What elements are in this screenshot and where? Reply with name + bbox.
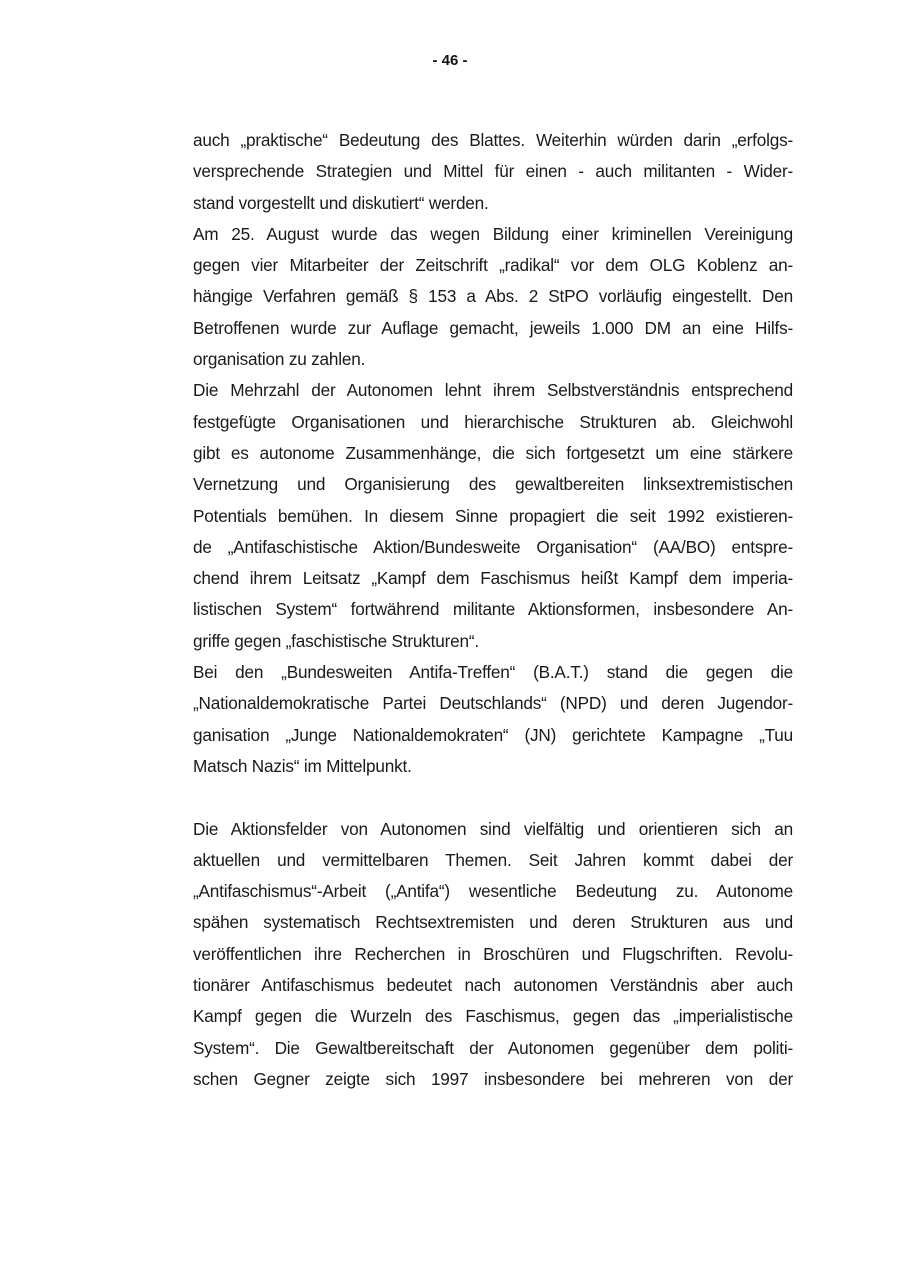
text-line: schen Gegner zeigte sich 1997 insbesondere bei mehreren von der [193,1068,793,1089]
text-line: stand vorgestellt und diskutiert“ werden. [193,192,489,213]
text-line: spähen systematisch Rechtsextremisten und deren Strukturen aus und [193,912,793,933]
text-line: listischen System“ fortwährend militante Aktionsformen, insbesondere An- [193,599,793,620]
paragraph-verfahren-eingestellt [193,219,793,375]
text-line: Betroffenen wurde zur Auflage gemacht, jeweils 1.000 DM an eine Hilfs- [193,317,793,338]
text-line: veröffentlichen ihre Recherchen in Broschüren und Flugschriften. Revolu- [193,943,793,964]
text-line: System“. Die Gewaltbereitschaft der Autonomen gegenüber dem politi- [193,1037,793,1058]
text-line: Bei den „Bundesweiten Antifa-Treffen“ (B.A.T.) stand die gegen die [193,662,793,683]
text-line: Kampf gegen die Wurzeln des Faschismus, gegen das „imperialistische [193,1006,793,1027]
text-line: tionärer Antifaschismus bedeutet nach autonomen Verständnis aber auch [193,975,793,996]
text-line: Vernetzung und Organisierung des gewaltbereiten linksextremistischen [193,474,793,495]
text-line: „Antifaschismus“-Arbeit („Antifa“) wesentliche Bedeutung zu. Autonome [193,881,793,902]
text-line: de „Antifaschistische Aktion/Bundesweite Organisation“ (AA/BO) entspre- [193,536,793,557]
text-line: chend ihrem Leitsatz „Kampf dem Faschismus heißt Kampf dem imperia- [193,568,793,589]
text-line: gegen vier Mitarbeiter der Zeitschrift „radikal“ vor dem OLG Koblenz an- [193,255,793,276]
text-line: Am 25. August wurde das wegen Bildung einer kriminellen Vereinigung [193,223,793,244]
text-line: „Nationaldemokratische Partei Deutschlands“ (NPD) und deren Jugendor- [193,693,793,714]
text-line: organisation zu zahlen. [193,349,366,370]
document-body [193,125,793,1095]
text-line: griffe gegen „faschistische Strukturen“. [193,630,479,651]
text-line: Matsch Nazis“ im Mittelpunkt. [193,755,412,776]
text-line: auch „praktische“ Bedeutung des Blattes. Weiterhin würden darin „erfolgs- [193,130,793,150]
text-line: aktuellen und vermittelbaren Themen. Seit Jahren kommt dabei der [193,849,793,870]
text-line: versprechende Strategien und Mittel für einen - auch militanten - Wider- [193,161,793,182]
text-line: gibt es autonome Zusammenhänge, die sich fortgesetzt um eine stärkere [193,442,793,463]
paragraph-antifa-treffen [193,657,793,782]
paragraph-organisationen [193,375,793,657]
paragraph-spacer [193,782,793,813]
paragraph-blatt-bedeutung [193,125,793,219]
paragraph-aktionsfelder [193,814,793,1096]
page-number: - 46 - [432,52,468,69]
text-line: Potentials bemühen. In diesem Sinne propagiert die seit 1992 existieren- [193,505,793,526]
text-line: Die Aktionsfelder von Autonomen sind vielfältig und orientieren sich an [193,818,793,839]
text-line: Die Mehrzahl der Autonomen lehnt ihrem Selbstverständnis entsprechend [193,380,793,401]
text-line: festgefügte Organisationen und hierarchische Strukturen ab. Gleichwohl [193,411,793,432]
text-line: ganisation „Junge Nationaldemokraten“ (JN) gerichtete Kampagne „Tuu [193,724,793,745]
text-line: hängige Verfahren gemäß § 153 a Abs. 2 StPO vorläufig eingestellt. Den [193,286,793,307]
